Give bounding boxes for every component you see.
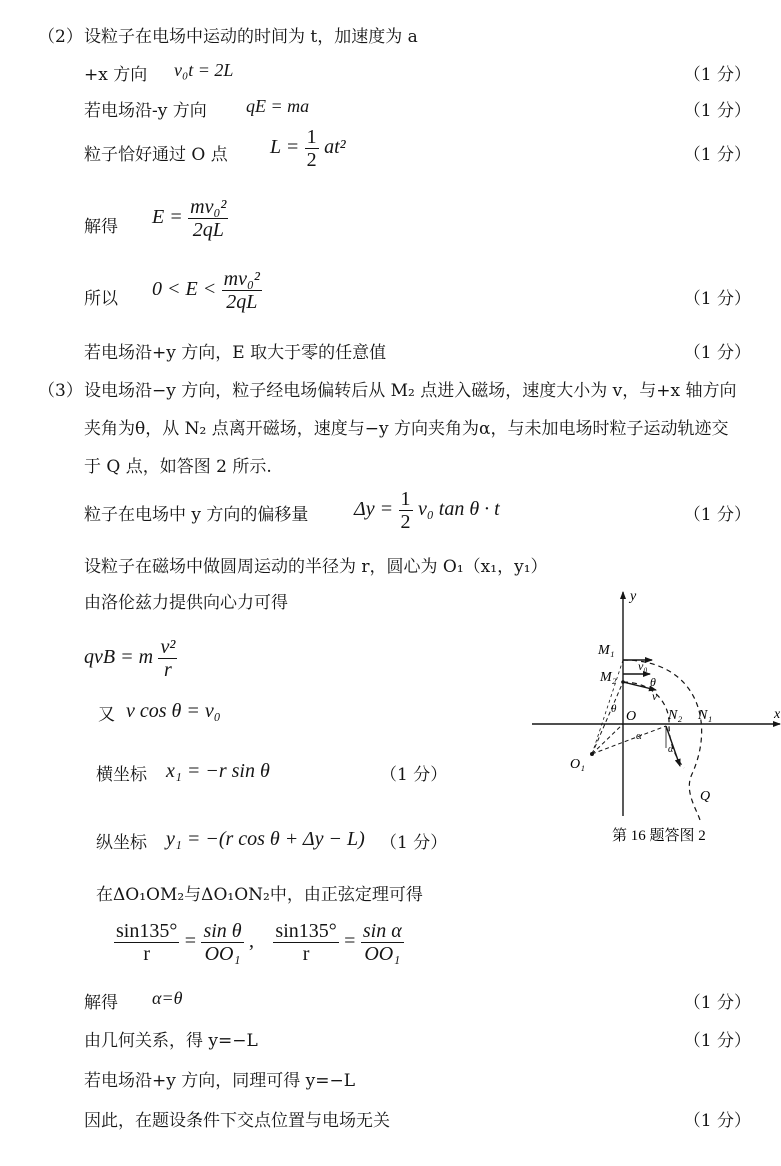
radius-o1-n2 — [592, 726, 666, 754]
score-3: （1 分） — [683, 145, 751, 165]
sine-law-line — [0, 880, 781, 910]
theta-angle-label: θ — [611, 703, 617, 715]
v-label: v — [652, 689, 658, 703]
theta-label: θ — [650, 675, 656, 689]
score-2: （1 分） — [683, 101, 751, 121]
e-bound-fraction: $\frac{\text{mv₀²}}{2qL}$ — [223, 268, 260, 313]
o1-point — [590, 752, 594, 756]
part3-intro-line1 — [0, 376, 781, 406]
v-squared-fraction: $\frac{\text{v²}}{r}$ — [160, 636, 176, 681]
shift-half-fraction: $\frac{1}{2}$ — [400, 488, 411, 533]
x-direction-label: +x 方向 — [84, 65, 148, 85]
score-7: （1 分） — [380, 765, 448, 785]
radius-line — [0, 552, 781, 582]
e-minus-y-label: 若电场沿-y 方向 — [84, 101, 207, 121]
pass-o-equation: L = $\frac{1}{2}$ at² — [270, 126, 346, 171]
score-5: （1 分） — [683, 343, 751, 363]
score-9: （1 分） — [683, 993, 751, 1013]
lorentz-text: 由洛伦兹力提供向心力可得 — [84, 593, 288, 613]
pass-o-label: 粒子恰好通过 O 点 — [84, 145, 228, 165]
solve-label: 解得 — [84, 217, 118, 237]
y1-label: 纵坐标 — [96, 833, 147, 853]
y-axis-label: y — [630, 589, 637, 604]
solve-equation: E = $\frac{\text{mv₀²}}{2qL}$ — [152, 196, 227, 241]
x-axis-label: x — [774, 707, 781, 722]
n1-label: N₁ — [698, 708, 713, 723]
part3-label: （3） — [38, 381, 83, 401]
x1-equation: x₁ = −r sin θ — [166, 760, 270, 782]
answer-figure-2 — [520, 586, 781, 856]
e-plus-y-3-text: 若电场沿+y 方向，同理可得 y=−L — [84, 1071, 356, 1091]
y1-equation: y₁ = −(r cos θ + Δy − L) — [166, 828, 365, 850]
alpha-label: α — [636, 730, 642, 742]
pass-o-line — [0, 140, 781, 170]
m2-label: M₂ — [600, 670, 617, 685]
score-8: （1 分） — [380, 833, 448, 853]
so-label: 所以 — [84, 289, 118, 309]
sine-fraction-4: $\frac{\text{sin α}}{\text{OO₁}}$ — [362, 920, 402, 965]
v0-label: v₀ — [638, 659, 648, 673]
radius-text: 设粒子在磁场中做圆周运动的半径为 r，圆心为 O₁（x₁，y₁） — [84, 557, 548, 577]
also-equation: v cos θ = v₀ — [126, 700, 221, 722]
radius-o1-m2 — [592, 682, 623, 754]
q-label: Q — [700, 789, 711, 804]
sine-law-text: 在ΔO₁OM₂与ΔO₁ON₂中，由正弦定理可得 — [96, 885, 423, 905]
score-6: （1 分） — [683, 505, 751, 525]
e-plus-y-line — [0, 338, 781, 368]
sine-fraction-2: $\frac{\text{sin θ}}{\text{OO₁}}$ — [203, 920, 242, 965]
conclusion-line — [0, 1106, 781, 1136]
m2-point — [621, 680, 625, 684]
e-minus-y-line — [0, 96, 781, 126]
score-11: （1 分） — [683, 1111, 751, 1131]
part2-intro-line — [0, 22, 781, 52]
also-label: 又 — [98, 705, 115, 725]
solve-alpha-equation: α=θ — [152, 988, 183, 1008]
lorentz-equation: qvB = m $\frac{\text{v²}}{r}$ — [84, 636, 176, 681]
score-1: （1 分） — [683, 65, 751, 85]
x-direction-line — [0, 60, 781, 90]
sine-fraction-3: $\frac{\sin 135^\circ}{r}$ — [275, 920, 337, 965]
original-trajectory — [623, 660, 702, 820]
e-plus-y-text: 若电场沿+y 方向，E 取大于零的任意值 — [84, 343, 387, 363]
o1-o-line — [592, 724, 623, 754]
o1-label: O₁ — [570, 757, 585, 772]
sine-law-equations: $\frac{\sin 135^\circ}{r}$ = $\frac{\text{sin θ}}{\text{OO₁}}$ , $\frac{\sin 135^\circ}{r}$ = $\frac{\text{sin α}}{\text{OO₁}}$ — [116, 920, 402, 965]
alpha-angle-label: α — [668, 744, 674, 755]
part3-intro-line2 — [0, 414, 781, 444]
shift-equation: Δy = $\frac{1}{2}$ v₀ tan θ · t — [354, 488, 500, 533]
shift-label: 粒子在电场中 y 方向的偏移量 — [84, 505, 309, 525]
part3-intro1: 设电场沿−y 方向，粒子经电场偏转后从 M₂ 点进入磁场，速度大小为 v，与+x 轴方向 — [84, 381, 737, 401]
origin-label: O — [626, 709, 637, 724]
geometry-line — [0, 1026, 781, 1056]
part2-intro: 设粒子在电场中运动的时间为 t，加速度为 a — [84, 27, 418, 47]
e-fraction: $\frac{\text{mv₀²}}{2qL}$ — [190, 196, 227, 241]
part3-intro2: 夹角为θ，从 N₂ 点离开磁场，速度与−y 方向夹角为α，与未加电场时粒子运动轨迹交 — [84, 419, 729, 439]
part2-label: （2） — [38, 27, 83, 47]
m1-label: M₁ — [598, 643, 615, 658]
x-direction-equation: v₀t = 2L — [174, 60, 234, 80]
force-equation: qE = ma — [246, 96, 310, 116]
solve-alpha-label: 解得 — [84, 993, 118, 1013]
conclusion-text: 因此，在题设条件下交点位置与电场无关 — [84, 1111, 390, 1131]
e-plus-y-3-line — [0, 1066, 781, 1096]
solve-alpha-line — [0, 988, 781, 1018]
score-10: （1 分） — [683, 1031, 751, 1051]
figure-caption: 第 16 题答图 2 — [612, 828, 706, 844]
part3-intro3: 于 Q 点，如答图 2 所示. — [84, 457, 272, 477]
score-4: （1 分） — [683, 289, 751, 309]
half-fraction: $\frac{1}{2}$ — [306, 126, 317, 171]
sine-fraction-1: $\frac{\sin 135^\circ}{r}$ — [116, 920, 178, 965]
part3-intro-line3 — [0, 452, 781, 482]
so-line — [0, 284, 781, 314]
geometry-text: 由几何关系，得 y=−L — [84, 1031, 258, 1051]
n2-label: N₂ — [668, 708, 683, 723]
so-equation: 0 < E < $\frac{\text{mv₀²}}{2qL}$ — [152, 268, 260, 313]
x1-label: 横坐标 — [96, 765, 147, 785]
